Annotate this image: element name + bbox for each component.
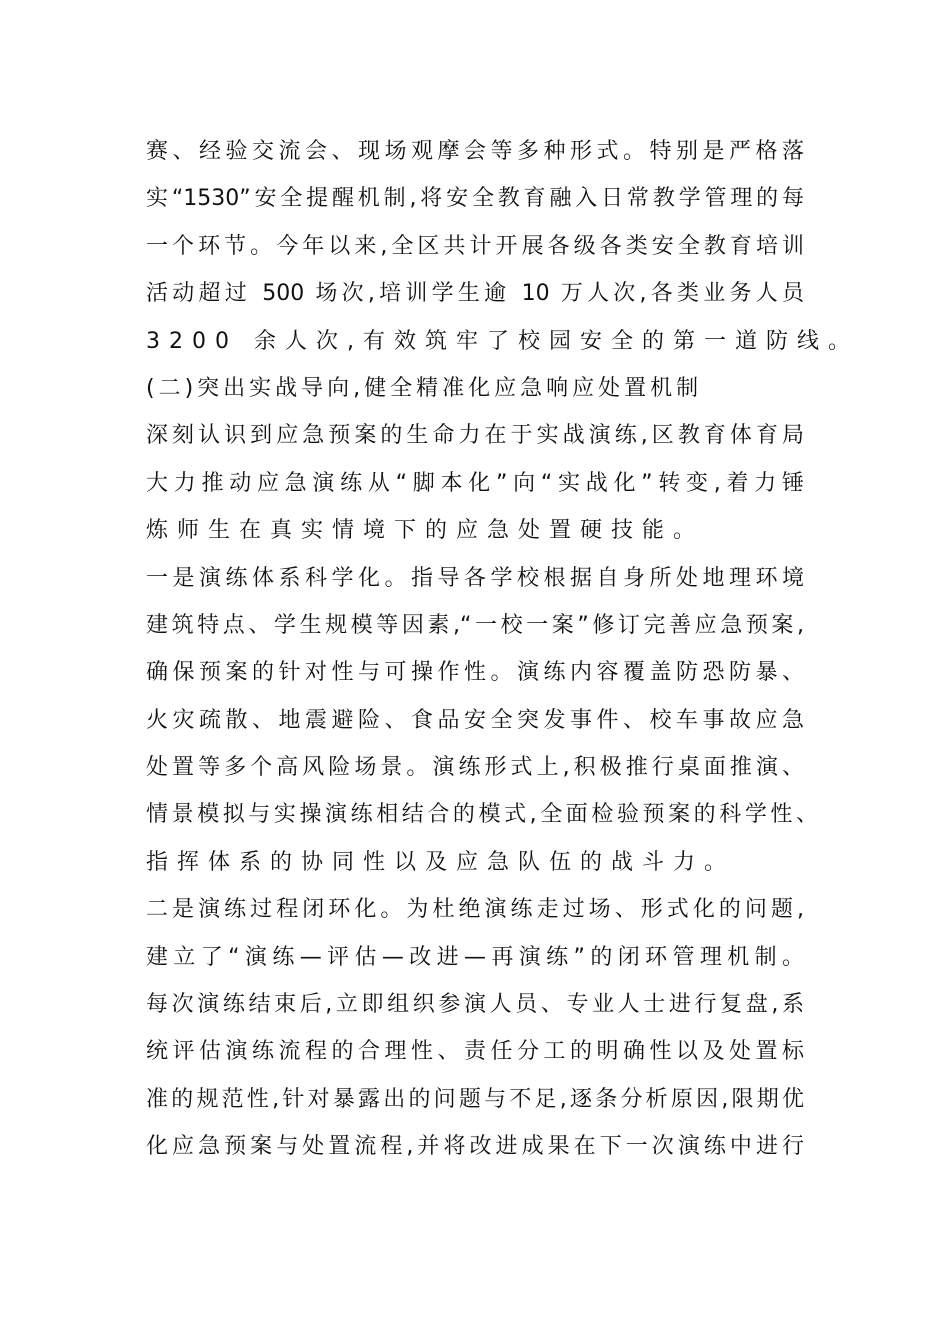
paragraph-line: 化应急预案与处置流程,并将改进成果在下一次演练中进行 (146, 1134, 804, 1160)
paragraph-line: 一是演练体系科学化。指导各学校根据自身所处地理环境 (146, 565, 804, 591)
paragraph-line: 情景模拟与实操演练相结合的模式,全面检验预案的科学性、 (146, 802, 818, 828)
section-heading: (二)突出实战导向,健全精准化应急响应处置机制 (146, 375, 703, 401)
paragraph-line: 每次演练结束后,立即组织参演人员、专业人士进行复盘,系 (146, 992, 804, 1018)
paragraph-line: 赛、经验交流会、现场观摩会等多种形式。特别是严格落 (146, 139, 804, 164)
paragraph-line: 活动超过 500 场次,培训学生逾 10 万人次,各类业务人员 (146, 281, 804, 307)
paragraph-line: 大力推动应急演练从“脚本化”向“实战化”转变,着力锤 (146, 470, 804, 496)
paragraph-line: 一个环节。今年以来,全区共计开展各级各类安全教育培训 (146, 233, 804, 259)
paragraph-line: 建筑特点、学生规模等因素,“一校一案”修订完善应急预案, (146, 612, 804, 638)
paragraph-line: 处置等多个高风险场景。演练形式上,积极推行桌面推演、 (146, 755, 804, 781)
paragraph-line: 火灾疏散、地震避险、食品安全突发事件、校车事故应急 (146, 707, 804, 733)
paragraph-line: 建立了“演练—评估—改进—再演练”的闭环管理机制。 (146, 944, 804, 970)
paragraph-line: 二是演练过程闭环化。为杜绝演练走过场、形式化的问题, (146, 897, 804, 923)
paragraph-line: 确保预案的针对性与可操作性。演练内容覆盖防恐防暴、 (146, 660, 804, 686)
paragraph-line: 准的规范性,针对暴露出的问题与不足,逐条分析原因,限期优 (146, 1086, 804, 1112)
paragraph-line: 统评估演练流程的合理性、责任分工的明确性以及处置标 (146, 1039, 804, 1065)
paragraph-line: 深刻认识到应急预案的生命力在于实战演练,区教育体育局 (146, 423, 804, 449)
document-body (146, 128, 859, 1171)
paragraph-line-end: 3200 余人次,有效筑牢了校园安全的第一道防线。 (146, 328, 859, 354)
paragraph-line-end: 指挥体系的协同性以及应急队伍的战斗力。 (146, 849, 736, 875)
paragraph-line-end: 炼师生在真实情境下的应急处置硬技能。 (146, 518, 705, 544)
paragraph-line: 实“1530”安全提醒机制,将安全教育融入日常教学管理的每 (146, 186, 804, 212)
